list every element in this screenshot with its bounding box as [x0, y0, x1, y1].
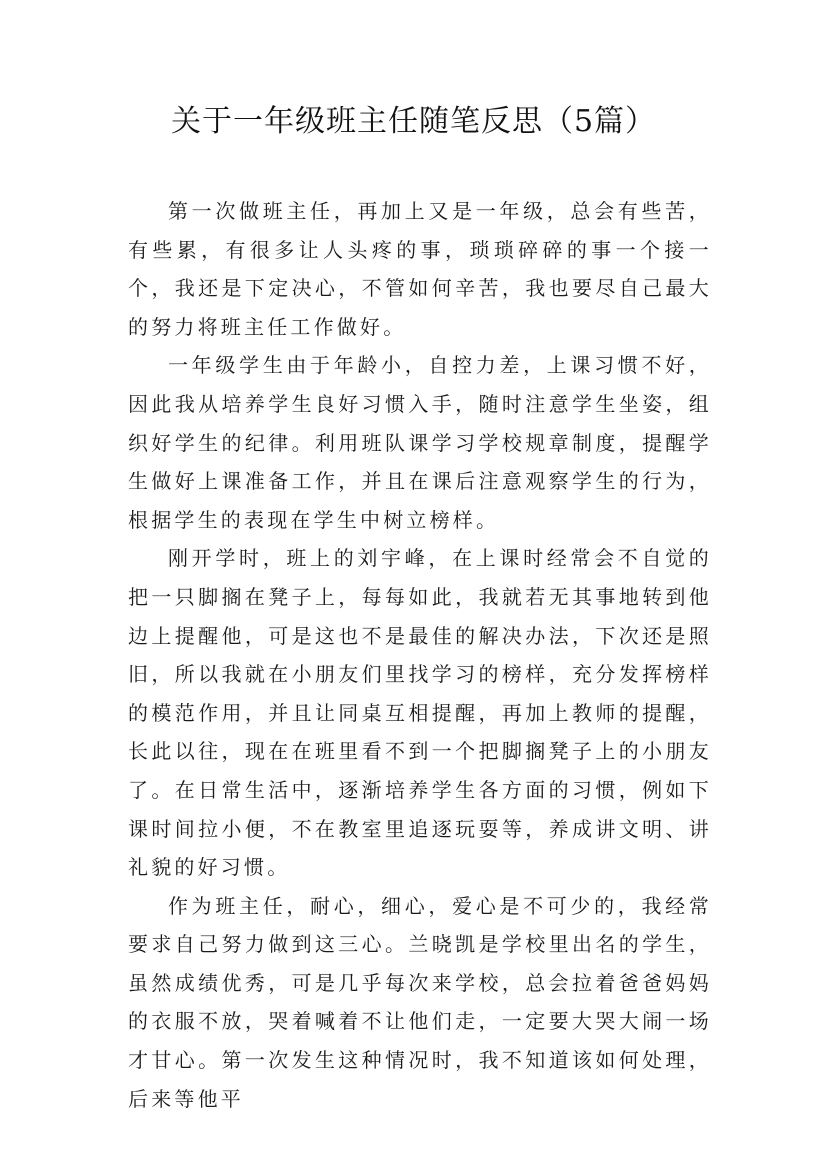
document-title: 关于一年级班主任随笔反思（5篇） [170, 104, 657, 139]
document-body [128, 192, 712, 1118]
paragraph-2: 一年级学生由于年龄小，自控力差，上课习惯不好，因此我从培养学生良好习惯入手，随时注意学生坐姿，组织好学生的纪律。利用班队课学习学校规章制度，提醒学生做好上课准备工作，并且在课后注意观察学生的行为，根据学生的表现在学生中树立榜样。 [128, 353, 712, 532]
paragraph-4: 作为班主任，耐心，细心，爱心是不可少的，我经常要求自己努力做到这三心。兰晓凯是学校里出名的学生，虽然成绩优秀，可是几乎每次来学校，总会拉着爸爸妈妈的衣服不放，哭着喊着不让他们走，一定要大哭大闹一场才甘心。第一次发生这种情况时，我不知道该如何处理，后来等他平 [128, 893, 712, 1111]
paragraph-3: 刚开学时，班上的刘宇峰，在上课时经常会不自觉的把一只脚搁在凳子上，每每如此，我就若无其事地转到他边上提醒他，可是这也不是最佳的解决办法，下次还是照旧，所以我就在小朋友们里找学习的榜样，充分发挥榜样的模范作用，并且让同桌互相提醒，再加上教师的提醒，长此以往，现在在班里看不到一个把脚搁凳子上的小朋友了。在日常生活中，逐渐培养学生各方面的习惯，例如下课时间拉小便，不在教室里追逐玩耍等，养成讲文明、讲礼貌的好习惯。 [128, 546, 712, 880]
paragraph-1: 第一次做班主任，再加上又是一年级，总会有些苦，有些累，有很多让人头疼的事，琐琐碎碎的事一个接一个，我还是下定决心，不管如何辛苦，我也要尽自己最大的努力将班主任工作做好。 [128, 199, 712, 339]
